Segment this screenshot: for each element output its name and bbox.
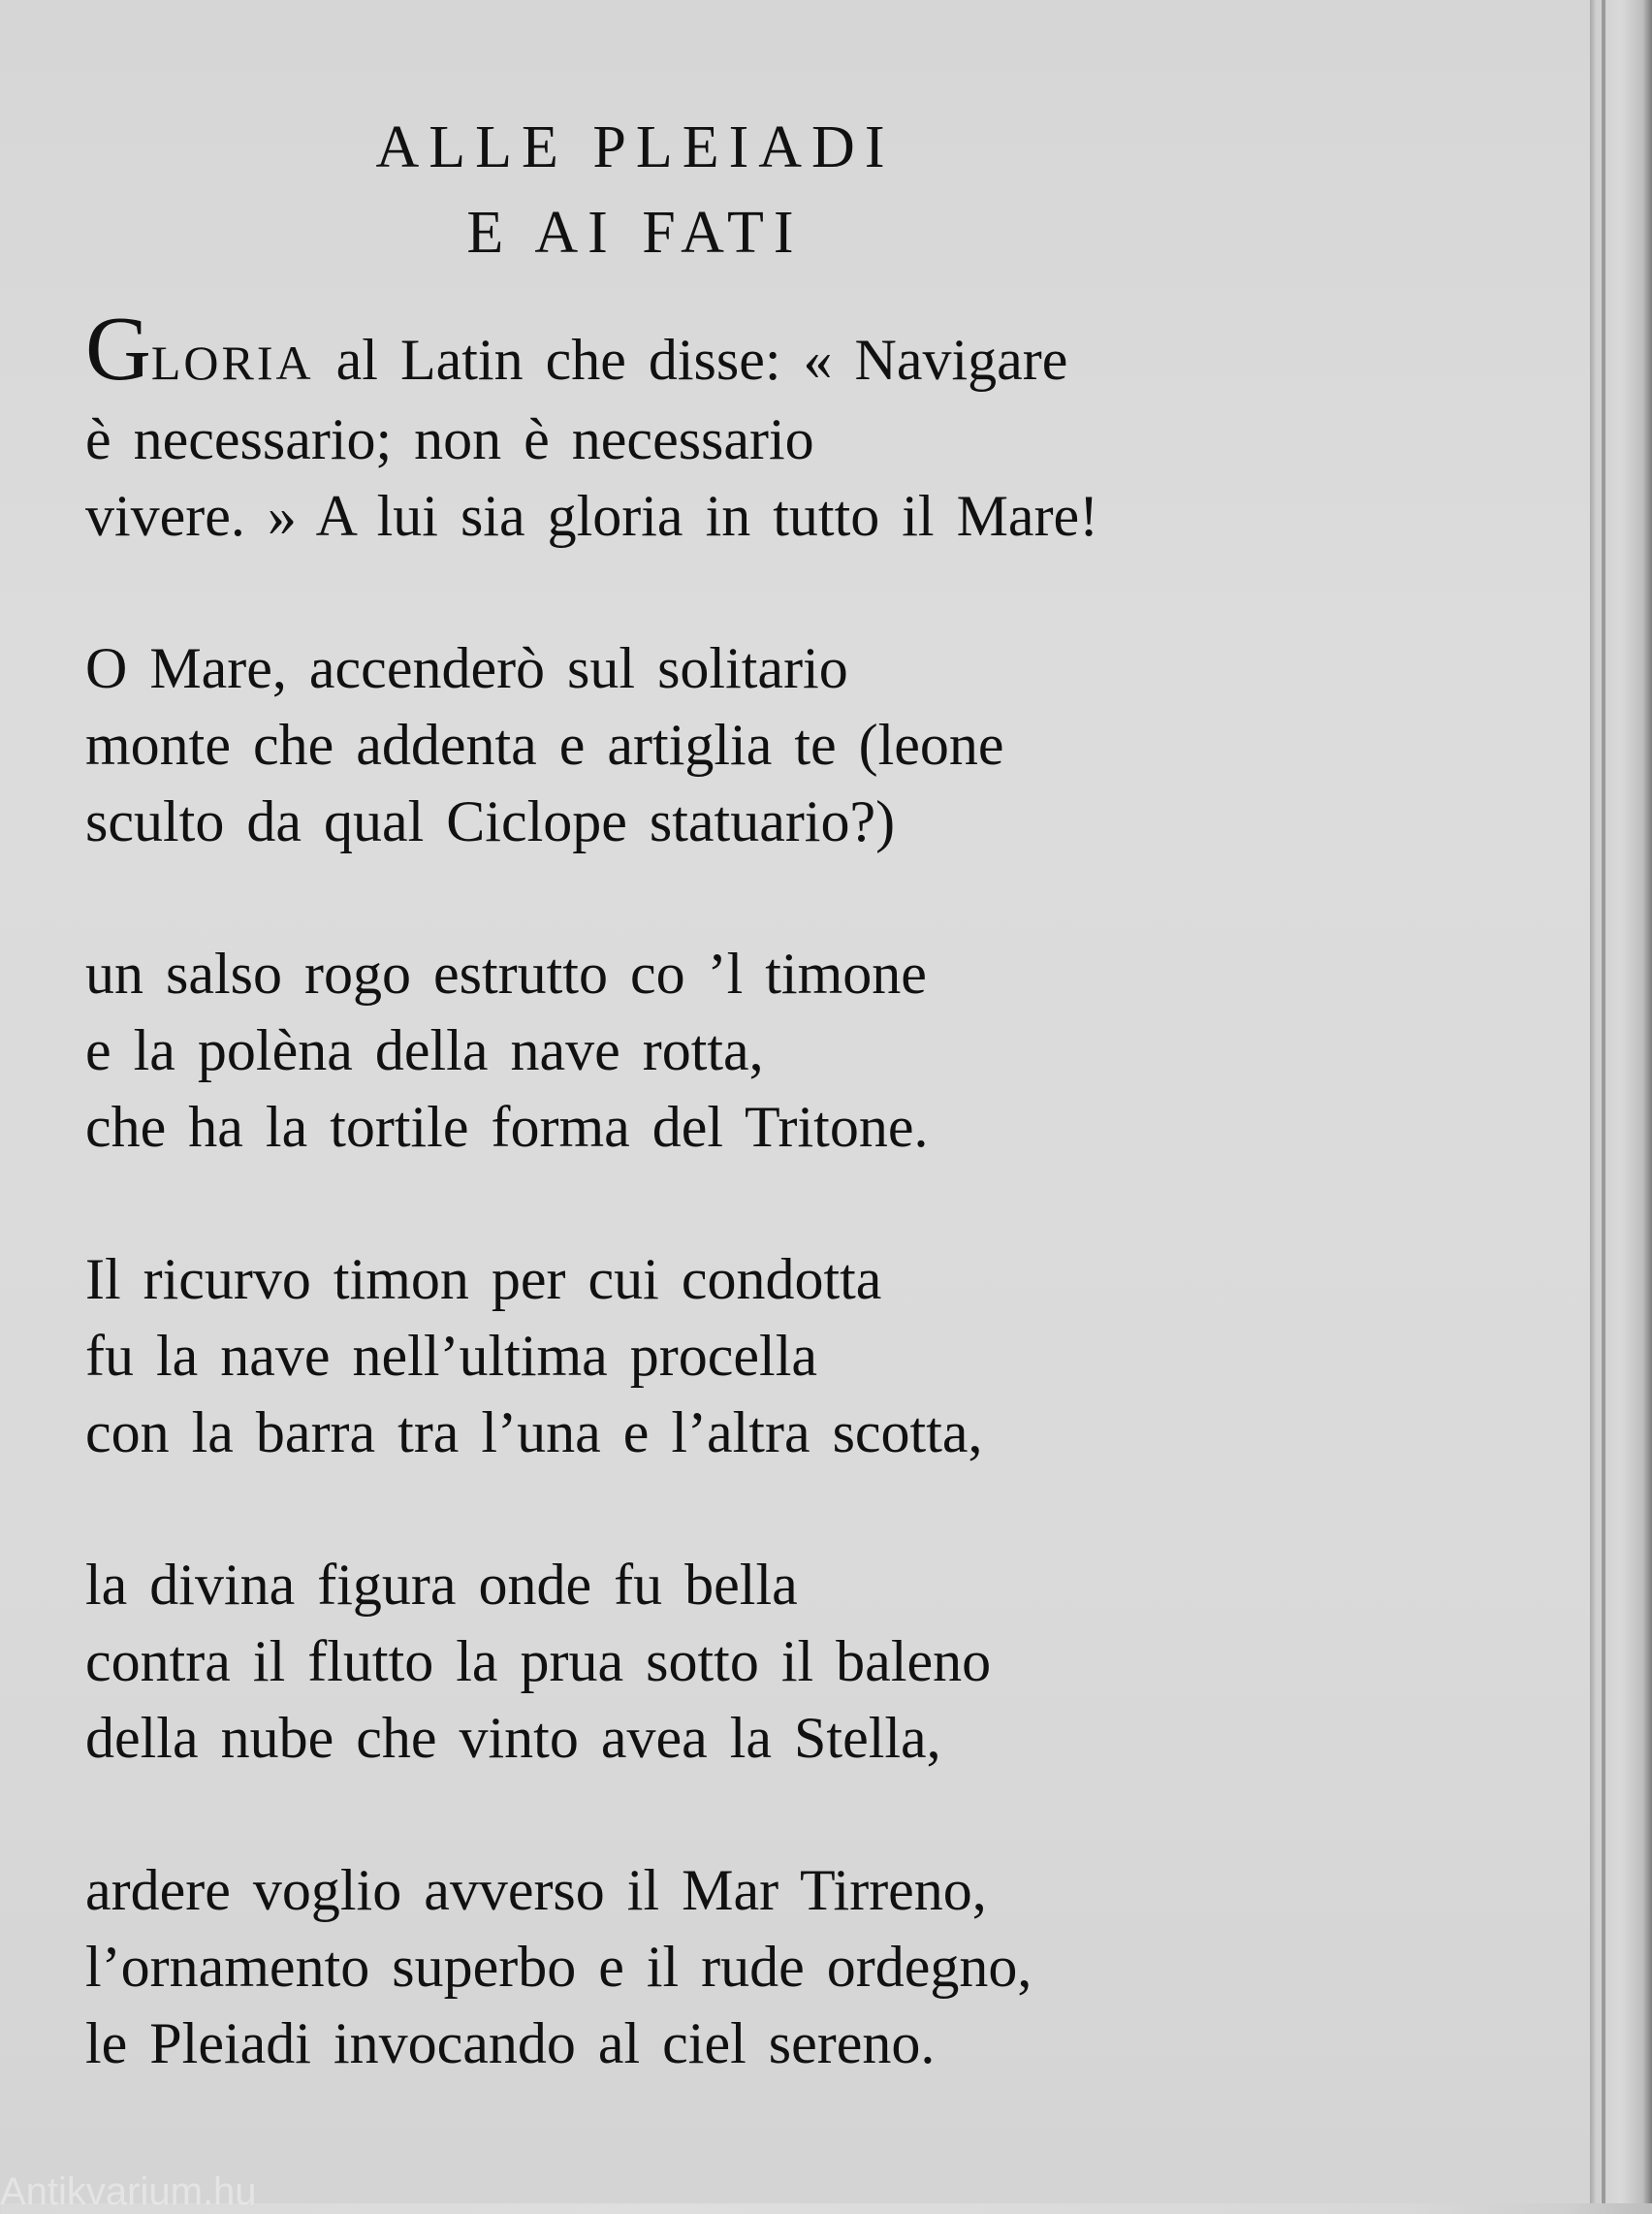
poem-title — [0, 105, 1270, 275]
verse-line: con la barra tra l’una e l’altra scotta, — [85, 1400, 983, 1464]
verse-line: le Pleiadi invocando al ciel sereno. — [85, 2011, 936, 2075]
verse-line: sculto da qual Ciclope statuario?) — [85, 789, 896, 853]
stanza-3 — [85, 936, 1249, 1166]
stanza-1 — [85, 299, 1249, 555]
stanza-6 — [85, 1852, 1249, 2082]
title-line-2: E AI FATI — [466, 200, 804, 266]
verse-line: è necessario; non è necessario — [85, 407, 814, 471]
watermark: Antikvarium.hu — [0, 2170, 257, 2213]
verse-line: e la polèna della nave rotta, — [85, 1018, 764, 1082]
title-line-1: ALLE PLEIADI — [375, 114, 895, 180]
stanza-4 — [85, 1241, 1249, 1471]
drop-cap: G — [85, 299, 151, 400]
verse-line — [85, 299, 1249, 401]
poem-body — [85, 299, 1249, 2158]
verse-text: al Latin che disse: « Navigare — [313, 328, 1068, 392]
page-edge-line — [1602, 0, 1605, 2203]
verse-line: un salso rogo estrutto co ’l timone — [85, 942, 927, 1006]
verse-line: contra il flutto la prua sotto il baleno — [85, 1629, 992, 1693]
verse-line: la divina figura onde fu bella — [85, 1553, 798, 1617]
verse-line: vivere. » A lui sia gloria in tutto il Mare! — [85, 484, 1099, 548]
verse-line: l’ornamento superbo e il rude ordegno, — [85, 1935, 1032, 1999]
first-word-smallcaps: LORIA — [150, 336, 314, 390]
verse-line: che ha la tortile forma del Tritone. — [85, 1095, 929, 1159]
stanza-5 — [85, 1547, 1249, 1777]
verse-line: fu la nave nell’ultima procella — [85, 1324, 818, 1388]
verse-line: O Mare, accenderò sul solitario — [85, 636, 848, 700]
verse-line: della nube che vinto avea la Stella, — [85, 1706, 941, 1770]
verse-line: ardere voglio avverso il Mar Tirreno, — [85, 1858, 987, 1922]
verse-line: Il ricurvo timon per cui condotta — [85, 1247, 882, 1311]
stanza-2 — [85, 630, 1249, 860]
page-edge — [1590, 0, 1652, 2203]
verse-line: monte che addenta e artiglia te (leone — [85, 713, 1004, 777]
